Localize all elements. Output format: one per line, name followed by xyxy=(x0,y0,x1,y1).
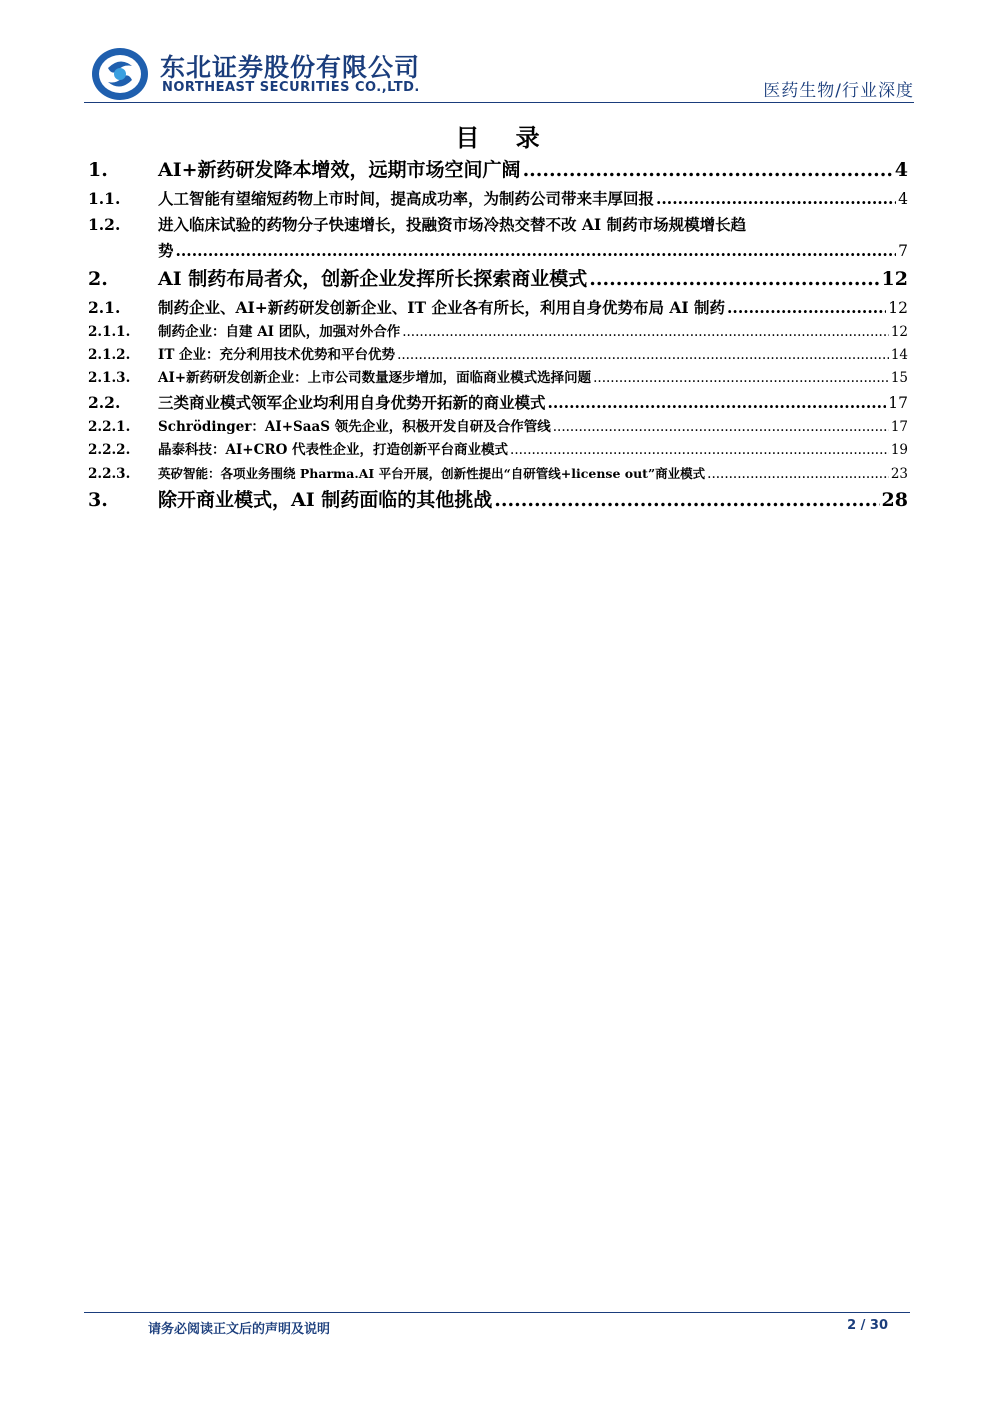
dot-leader xyxy=(727,295,886,321)
northeast-securities-logo xyxy=(90,46,150,102)
toc-number: 2. xyxy=(88,268,108,290)
toc-text: Schrödinger：AI+SaaS 领先企业，积极开发自研及合作管线 xyxy=(158,419,551,435)
toc-text: AI+新药研发降本增效，远期市场空间广阔 xyxy=(158,159,521,181)
toc-text: 除开商业模式，AI 制药面临的其他挑战 xyxy=(158,489,493,511)
dot-leader xyxy=(593,367,889,390)
toc-page: 17 xyxy=(888,394,908,412)
dot-leader xyxy=(707,463,889,486)
dot-leader xyxy=(176,238,897,264)
toc-entry[interactable] xyxy=(88,264,908,295)
dot-leader xyxy=(589,264,879,295)
dot-leader xyxy=(553,416,889,439)
toc-page: 12 xyxy=(890,324,908,340)
company-name-cn: 东北证券股份有限公司 xyxy=(160,53,421,82)
toc-text: 进入临床试验的药物分子快速增长，投融资市场冷热交替不改 AI 制药市场规模增长趋 xyxy=(158,215,747,234)
toc-entry[interactable] xyxy=(88,186,908,212)
toc-number: 2.1. xyxy=(88,298,121,317)
toc-entry[interactable] xyxy=(88,390,908,416)
toc-page: 14 xyxy=(890,347,908,363)
toc-page: 12 xyxy=(888,299,908,317)
toc-text: 人工智能有望缩短药物上市时间，提高成功率，为制药公司带来丰厚回报 xyxy=(158,189,655,208)
toc-entry[interactable] xyxy=(88,321,908,344)
toc-page: 7 xyxy=(898,242,908,260)
dot-leader xyxy=(656,186,896,212)
toc-page: 17 xyxy=(890,419,908,435)
toc-text: 三类商业模式领军企业均利用自身优势开拓新的商业模式 xyxy=(158,393,546,412)
toc-number: 2.2. xyxy=(88,393,121,412)
toc-title: 目 录 xyxy=(455,123,554,152)
page-header xyxy=(84,40,914,103)
page-footer xyxy=(84,1312,910,1337)
toc-page: 12 xyxy=(881,268,908,290)
toc-number: 1. xyxy=(88,159,108,181)
toc-number: 2.2.1. xyxy=(88,419,131,435)
toc-entry[interactable] xyxy=(88,485,908,516)
toc-text: 制药企业、AI+新药研发创新企业、IT 企业各有所长，利用自身优势布局 AI 制药 xyxy=(158,298,726,317)
toc-number: 2.1.3. xyxy=(88,370,131,386)
dot-leader xyxy=(397,344,889,367)
toc-text: 晶泰科技：AI+CRO 代表性企业，打造创新平台商业模式 xyxy=(158,442,509,458)
toc-text: 英矽智能：各项业务围绕 Pharma.AI 平台开展，创新性提出“自研管线+license out”商业模式 xyxy=(158,466,706,481)
dot-leader xyxy=(510,439,889,462)
toc-text: AI+新药研发创新企业：上市公司数量逐步增加，面临商业模式选择问题 xyxy=(158,370,592,386)
toc-number: 1.1. xyxy=(88,189,121,208)
report-category: 医药生物/行业深度 xyxy=(763,81,914,101)
toc-page: 4 xyxy=(898,190,908,208)
toc-text-continued: 势 xyxy=(158,241,174,260)
toc-entry[interactable] xyxy=(88,295,908,321)
toc-text: IT 企业：充分利用技术优势和平台优势 xyxy=(158,347,396,363)
toc-number: 2.2.2. xyxy=(88,442,131,458)
toc-number: 2.1.1. xyxy=(88,324,131,340)
dot-leader xyxy=(548,390,887,416)
toc-page: 15 xyxy=(890,370,908,386)
toc-page: 23 xyxy=(890,466,908,482)
toc-page: 19 xyxy=(890,442,908,458)
toc-number: 2.2.3. xyxy=(88,466,131,482)
toc-entry[interactable] xyxy=(88,344,908,367)
toc-text: AI 制药布局者众，创新企业发挥所长探索商业模式 xyxy=(158,268,588,290)
toc-number: 1.2. xyxy=(88,215,121,234)
toc-number: 2.1.2. xyxy=(88,347,131,363)
toc-entry[interactable] xyxy=(88,439,908,462)
footer-disclaimer: 请务必阅读正文后的声明及说明 xyxy=(148,1322,331,1337)
page-indicator: 2 / 30 xyxy=(847,1318,888,1333)
dot-leader xyxy=(494,485,879,516)
table-of-contents xyxy=(88,155,908,516)
toc-entry[interactable] xyxy=(88,462,908,485)
toc-entry[interactable] xyxy=(88,367,908,390)
dot-leader xyxy=(523,155,893,186)
toc-entry[interactable] xyxy=(88,416,908,439)
dot-leader xyxy=(402,321,889,344)
company-name-en: NORTHEAST SECURITIES CO.,LTD. xyxy=(162,80,420,95)
toc-text: 制药企业：自建 AI 团队，加强对外合作 xyxy=(158,324,401,340)
toc-entry[interactable] xyxy=(88,212,908,264)
toc-page: 28 xyxy=(881,489,908,511)
toc-page: 4 xyxy=(894,159,908,181)
toc-entry[interactable] xyxy=(88,155,908,186)
toc-number: 3. xyxy=(88,489,108,511)
